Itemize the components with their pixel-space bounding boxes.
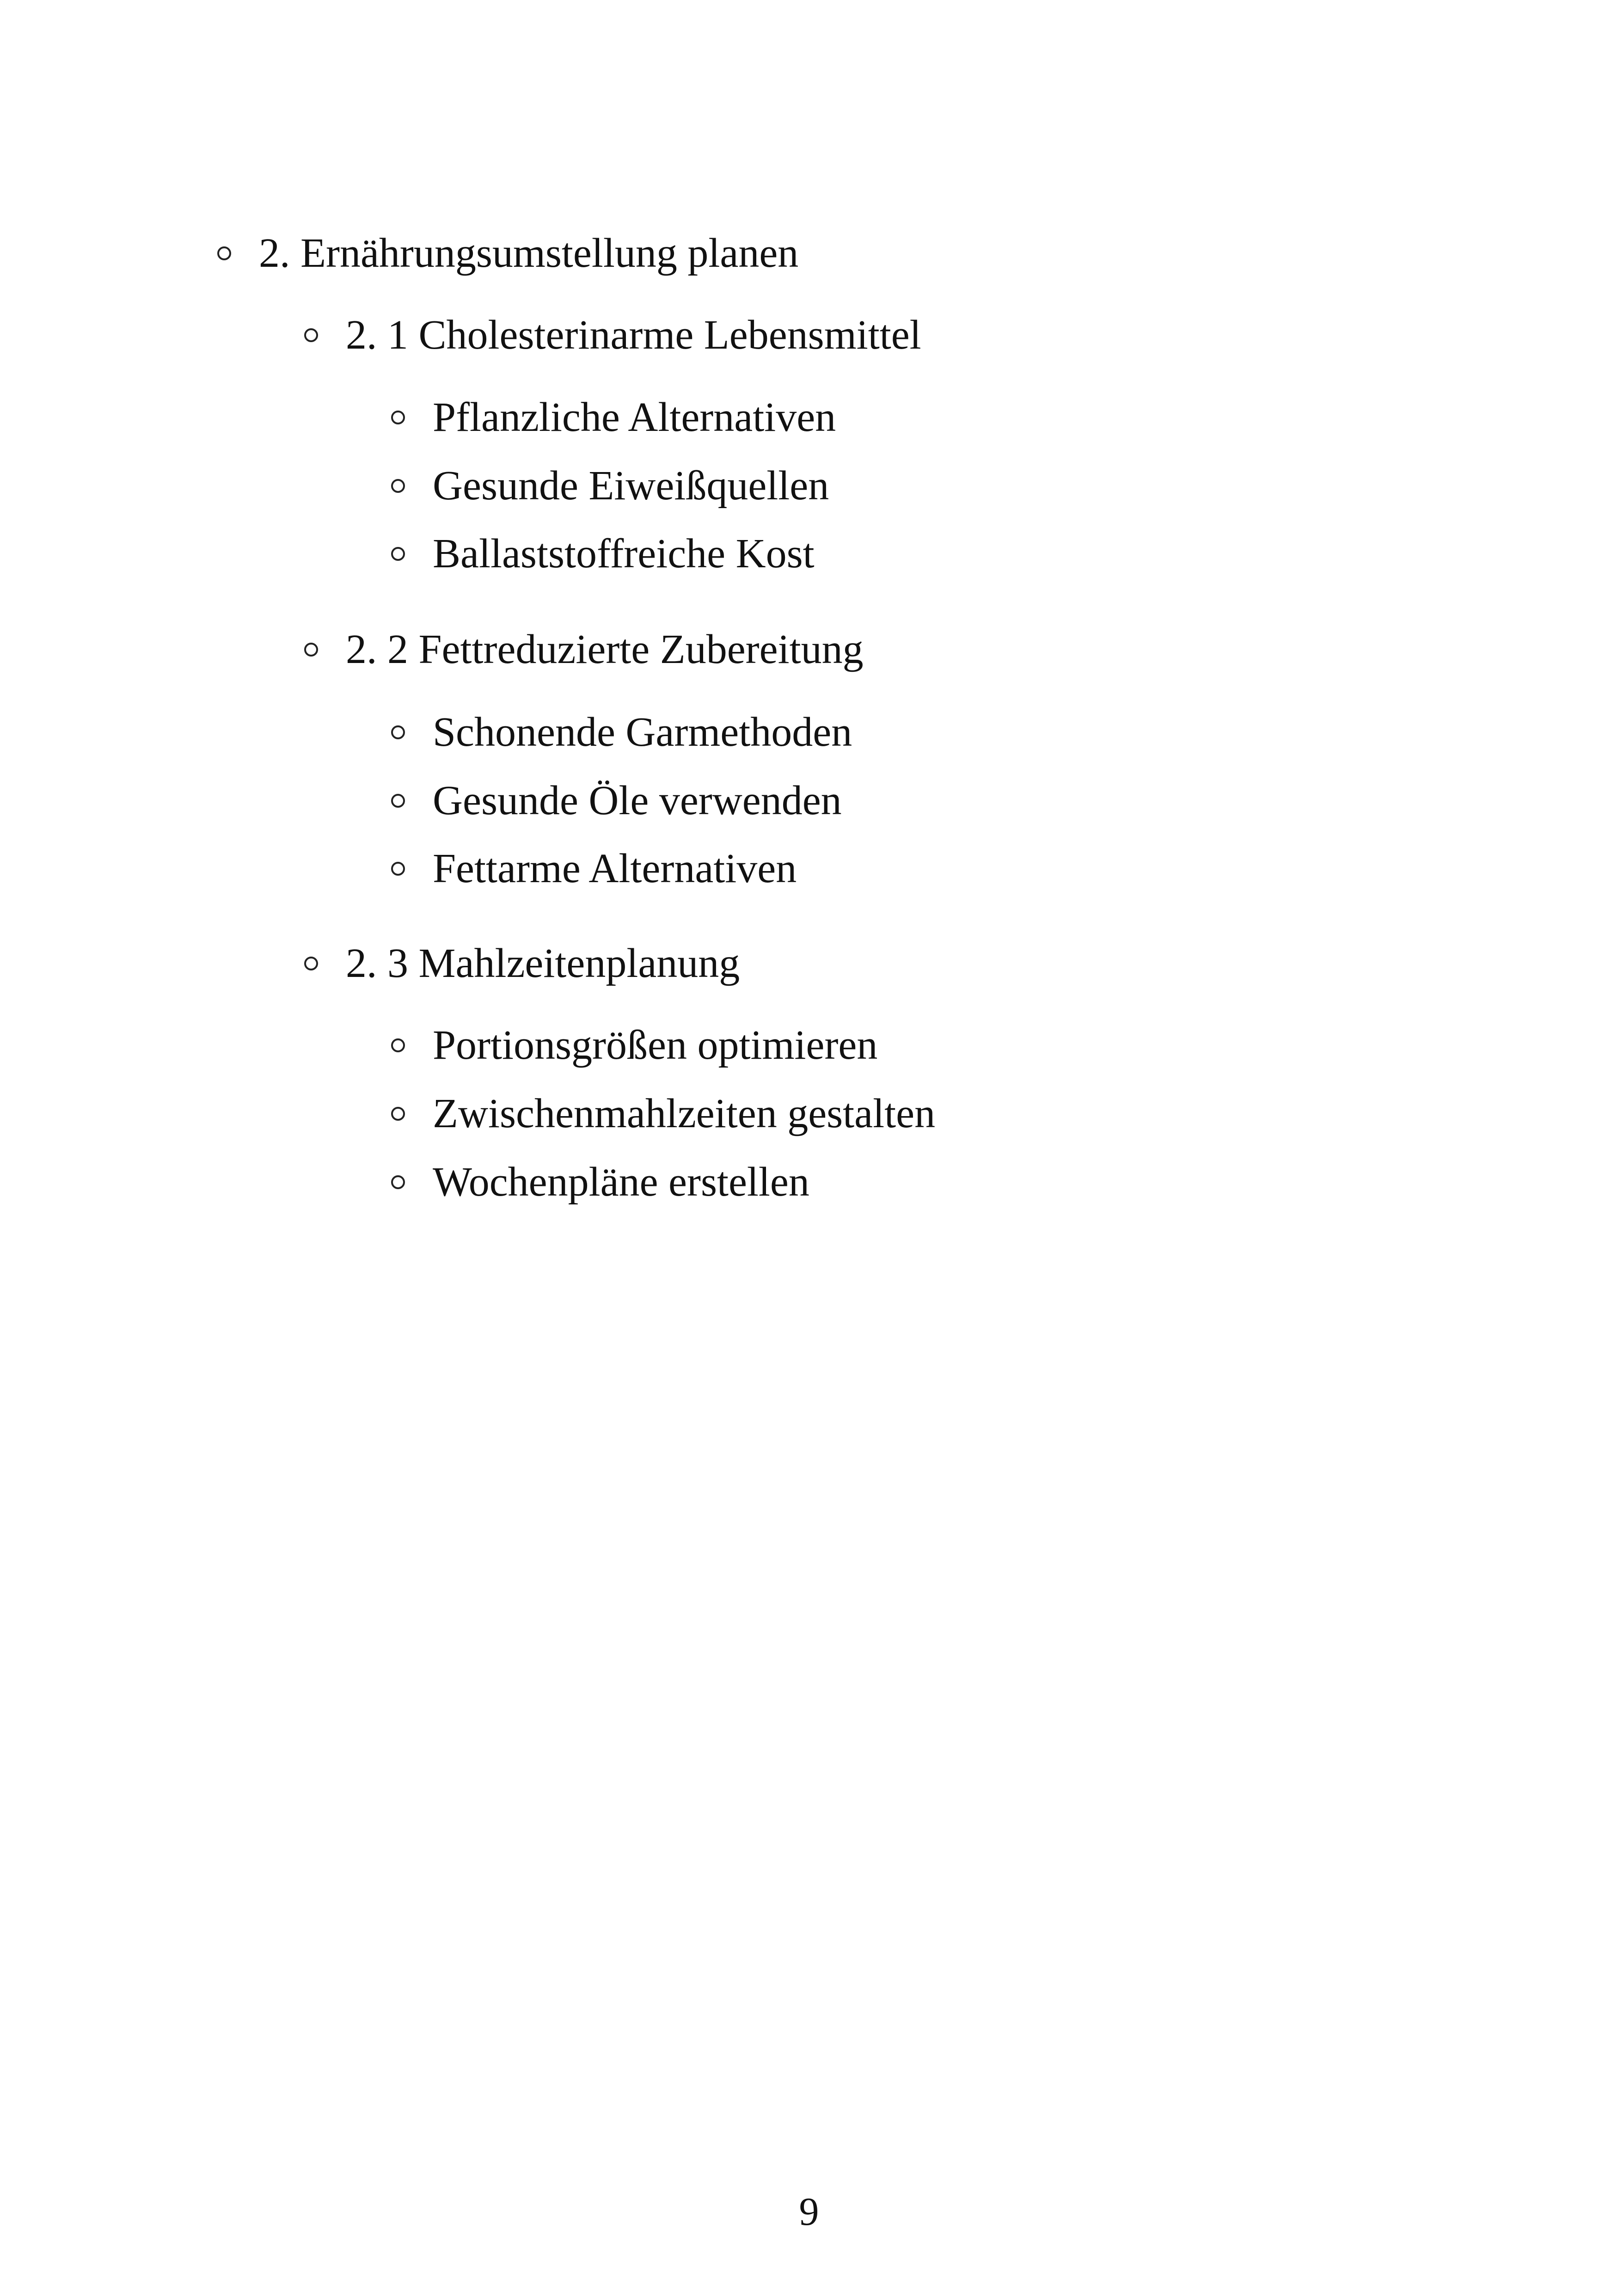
hollow-circle-bullet-icon [391,725,405,739]
section-heading: 2. 1 Cholesterinarme Lebensmittel [346,312,921,358]
hollow-circle-bullet-icon [391,547,405,561]
list-item-text: Pflanzliche Alternativen [433,394,836,440]
outline-item-level3 [391,709,852,755]
list-item-text: Gesunde Öle verwenden [433,778,842,823]
list-item-text: Ballaststoffreiche Kost [433,531,815,577]
hollow-circle-bullet-icon [391,1175,405,1189]
hollow-circle-bullet-icon [391,479,405,493]
page-number: 9 [799,2189,819,2234]
hollow-circle-bullet-icon [304,957,318,970]
list-item-text: Fettarme Alternativen [433,846,797,891]
outline-item-level1 [217,230,799,276]
outline-item-level3 [391,394,836,440]
section-heading: 2. 2 Fettreduzierte Zubereitung [346,626,864,672]
list-item-text: Portionsgrößen optimieren [433,1022,878,1068]
hollow-circle-bullet-icon [391,794,405,808]
outline-item-level2 [304,940,740,986]
list-item-text: Schonende Garmethoden [433,709,852,755]
list-item-text: Zwischenmahlzeiten gestalten [433,1091,936,1136]
outline-heading: 2. Ernährungsumstellung planen [259,230,799,276]
outline-item-level3 [391,780,842,822]
hollow-circle-bullet-icon [217,246,231,260]
outline-item-level2 [304,314,921,356]
outline-item-level3 [391,1161,809,1203]
outline-item-level3 [391,848,797,890]
outline-item-level3 [391,1022,878,1068]
list-item-text: Gesunde Eiweißquellen [433,463,829,509]
outline-item-level3 [391,465,829,507]
outline-item-level3 [391,1093,935,1135]
hollow-circle-bullet-icon [391,411,405,424]
hollow-circle-bullet-icon [304,643,318,657]
hollow-circle-bullet-icon [391,1107,405,1121]
hollow-circle-bullet-icon [391,862,405,876]
hollow-circle-bullet-icon [391,1038,405,1052]
outline-item-level2 [304,626,864,672]
outline-item-level3 [391,533,815,575]
section-heading: 2. 3 Mahlzeitenplanung [346,940,740,986]
hollow-circle-bullet-icon [304,328,318,342]
list-item-text: Wochenpläne erstellen [433,1159,809,1205]
